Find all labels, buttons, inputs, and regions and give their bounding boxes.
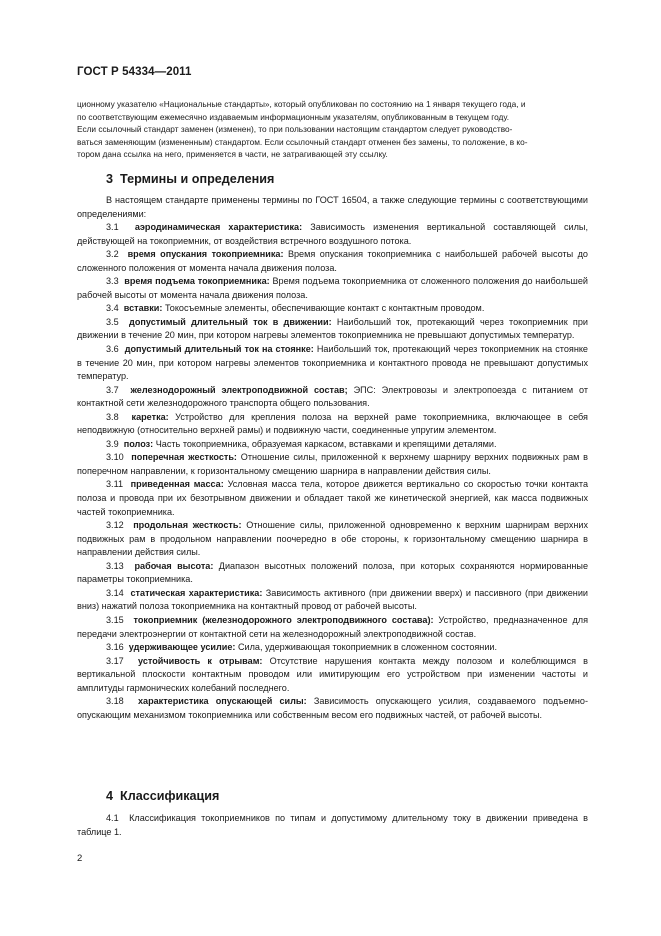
- clause-4-1: [77, 812, 588, 839]
- term-text: Устройство, предназначенное для передачи электроэнергии от контактной сети на железнодорожный электроподвижной состав.: [77, 614, 588, 639]
- intro-paragraph: [77, 98, 588, 161]
- term-name: вставки:: [123, 303, 163, 314]
- section-3-preamble: В настоящем стандарте применены термины по ГОСТ 16504, а также следующие термины с соответствующими определениями:: [77, 195, 588, 219]
- term-text: Условная масса тела, которое движется вертикально со скоростью точки контакта полоза и провода при их безотрывном движении и обладает такой же кинетической энергией, как масса подвижных частей токоприемника.: [77, 479, 589, 517]
- intro-line: тором дана ссылка на него, применяется в части, не затрагивающей эту ссылку.: [77, 149, 388, 160]
- page-number: 2: [77, 853, 83, 864]
- section-3-title: [77, 172, 588, 186]
- clause-text: Классификация токоприемников по типам и допустимому длительному току в движении приведена в таблице 1.: [77, 813, 588, 837]
- term-name: продольная жесткость:: [133, 520, 242, 531]
- intro-line: по соответствующим ежемесячно издаваемым информационным указателям, опубликованным в текущем году.: [77, 111, 510, 122]
- term-definition: [77, 221, 588, 248]
- document-header: ГОСТ Р 54334—2011: [77, 66, 192, 78]
- term-number: 3.10: [106, 452, 124, 463]
- term-text: Сила, удерживающая токоприемник в сложенном состоянии.: [237, 642, 498, 653]
- section-title-text: Термины и определения: [120, 172, 275, 186]
- term-number: 3.9: [106, 438, 119, 449]
- term-number: 3.8: [106, 411, 119, 422]
- term-name: каретка:: [131, 411, 169, 422]
- term-definition: [77, 451, 588, 478]
- term-number: 3.14: [106, 587, 124, 598]
- term-text: Зависимость опускающего усилия, создаваемого подъемно-опускающим механизмом токоприемника или собственным весом его подвижных частей, от рабочей высоты.: [77, 696, 588, 720]
- terms-list: [77, 221, 588, 722]
- term-text: Часть токоприемника, образуемая каркасом, вставками и крепящими деталями.: [155, 438, 497, 449]
- term-name: время подъема токоприемника:: [124, 276, 270, 287]
- section-number: 4: [106, 789, 114, 803]
- term-name: поперечная жесткость:: [131, 452, 237, 463]
- term-text: Наибольший ток, протекающий через токоприемник при движении в течение 20 мин, при котором нагревы элементов токоприемника не превышают допустимых температур.: [77, 316, 588, 341]
- term-text: Устройство для крепления полоза на верхней раме токоприемника, включающее в себя неподвижную (относительно верхней рамы) и подвижную части, соединенные упругим элементом.: [77, 411, 588, 436]
- term-definition: [77, 275, 588, 302]
- term-definition: [77, 248, 588, 275]
- term-text: Наибольший ток, протекающий через токоприемник на стоянке в течение 20 мин, при котором нагревы элементов токоприемника и контактного провода не превышают допустимых температур.: [77, 344, 588, 382]
- term-name: полоз:: [123, 438, 154, 449]
- term-number: 3.12: [106, 520, 124, 531]
- term-text: Зависимость изменения вертикальной составляющей силы, действующей на токоприемник, от воздействия встречного воздушного потока.: [77, 222, 588, 246]
- term-definition: [77, 384, 588, 411]
- term-number: 3.15: [106, 614, 124, 625]
- term-name: устойчивость к отрывам:: [138, 655, 263, 666]
- term-number: 3.4: [106, 303, 119, 314]
- section-number: 3: [106, 172, 114, 186]
- term-text: Время опускания токоприемника с наибольшей рабочей высоты до сложенного положения от момента начала движения полоза.: [77, 249, 588, 273]
- term-number: 3.6: [106, 344, 119, 355]
- intro-line: ционному указателю «Национальные стандарты», который опубликован по состоянию на 1 января текущего года, и: [77, 99, 526, 109]
- term-number: 3.17: [106, 655, 124, 666]
- term-text: Отсутствие нарушения контакта между полозом и колеблющимся в вертикальной плоскости контактным проводом или имитирующим его устройством при изменении частоты и амплитуды гармонических колебаний последнего.: [77, 655, 589, 693]
- term-definition: [77, 614, 588, 641]
- term-number: 3.11: [106, 479, 124, 490]
- section-title-text: Классификация: [120, 789, 220, 803]
- term-name: время опускания токоприемника:: [127, 249, 284, 260]
- term-definition: [77, 438, 588, 452]
- term-number: 3.1: [106, 222, 119, 233]
- term-definition: [77, 519, 588, 560]
- term-text: ЭПС: Электровозы и электропоезда с питанием от контактной сети железнодорожного транспорта общего пользования.: [77, 384, 589, 409]
- term-text: Отношение силы, приложенной одновременно к верхним шарнирам верхних подвижных рам в продольном направлении поочередно в обе стороны, к горизонтальному смещению шарнира в направлении действия силы.: [77, 520, 589, 558]
- term-definition: [77, 343, 588, 384]
- term-definition: [77, 411, 588, 438]
- term-text: Отношение силы, приложенной к верхнему шарниру верхних подвижных рам в поперечном направлении, к горизонтальному смещению шарнира в направлении действия силы.: [77, 452, 588, 476]
- section-4: [77, 789, 588, 803]
- term-definition: [77, 641, 588, 655]
- term-name: допустимый длительный ток на стоянке:: [124, 344, 314, 355]
- term-text: Токосъемные элементы, обеспечивающие контакт с контактным проводом.: [164, 303, 485, 314]
- term-name: статическая характеристика:: [130, 587, 263, 598]
- term-number: 3.2: [106, 249, 119, 260]
- term-text: Зависимость активного (при движении вверх) и пассивного (при движении вниз) нажатий полоза токоприемника на контактный провод от рабочей высоты.: [77, 587, 588, 612]
- term-number: 3.18: [106, 696, 124, 707]
- intro-line: Если ссылочный стандарт заменен (изменен), то при пользовании настоящим стандартом следует руководство-: [77, 124, 513, 135]
- term-number: 3.3: [106, 276, 119, 287]
- section-3: [77, 172, 588, 186]
- term-name: рабочая высота:: [134, 560, 214, 571]
- section-4-body: [77, 812, 588, 839]
- term-name: железнодорожный электроподвижной состав;: [130, 384, 348, 395]
- term-name: допустимый длительный ток в движении:: [129, 316, 332, 327]
- term-definition: [77, 560, 588, 587]
- term-definition: [77, 587, 588, 614]
- term-definition: [77, 316, 588, 343]
- term-definition: [77, 302, 588, 316]
- term-text: Время подъема токоприемника от сложенного положения до наибольшей рабочей высоты от момента начала движения полоза.: [77, 276, 588, 300]
- term-name: токоприемник (железнодорожного электроподвижного состава):: [133, 614, 434, 625]
- term-definition: [77, 655, 588, 696]
- section-4-title: [77, 789, 588, 803]
- clause-number: 4.1: [106, 813, 119, 823]
- term-definition: [77, 695, 588, 722]
- term-text: Диапазон высотных положений полоза, при которых сохраняются нормированные параметры токоприемника.: [77, 560, 589, 585]
- term-name: приведенная масса:: [130, 479, 224, 490]
- term-number: 3.16: [106, 642, 124, 653]
- section-3-body: [77, 194, 588, 722]
- term-number: 3.5: [106, 316, 119, 327]
- term-number: 3.13: [106, 560, 124, 571]
- term-name: характеристика опускающей силы:: [137, 696, 307, 707]
- term-name: удерживающее усилие:: [128, 642, 236, 653]
- term-definition: [77, 478, 588, 519]
- term-number: 3.7: [106, 384, 119, 395]
- term-name: аэродинамическая характеристика:: [134, 222, 303, 233]
- intro-line: ваться заменяющим (измененным) стандартом. Если ссылочный стандарт отменен без замены, то положение, в ко-: [77, 136, 528, 147]
